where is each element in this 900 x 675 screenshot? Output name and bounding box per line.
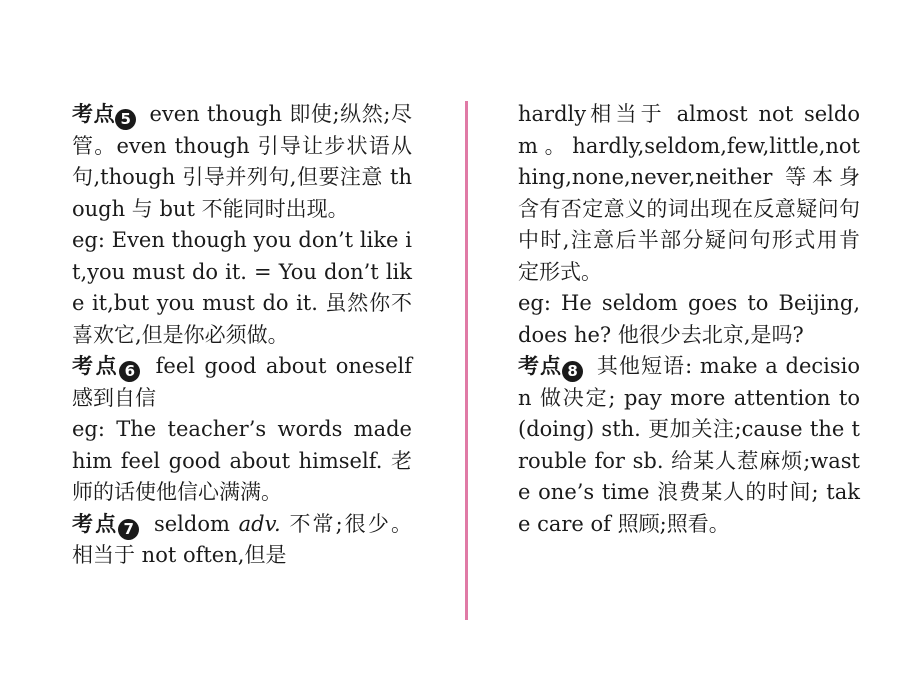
- kaodian-label: 考点: [518, 354, 563, 378]
- left-column: [72, 99, 412, 572]
- kaodian-5-text: even though 即使;纵然;尽管。even though 引导让步状语从句,though 引导并列句,但要注意 though 与 but 不能同时出现。: [72, 102, 412, 221]
- kaodian-label: 考点: [72, 511, 119, 536]
- kaodian-label: 考点: [72, 102, 116, 126]
- example-2: eg: The teacher’s words made him feel good about himself. 老师的话使他信心满满。: [72, 417, 412, 504]
- kaodian-7-text-b: 不常;很少。相当于 not often,但是: [72, 511, 412, 567]
- circled-number-7: 7: [118, 519, 139, 540]
- kaodian-7-paragraph: [72, 509, 412, 572]
- column-divider: [465, 101, 468, 620]
- kaodian-8-paragraph: [518, 351, 860, 540]
- circled-number-8: 8: [562, 361, 583, 382]
- circled-number-5: 5: [115, 109, 136, 130]
- kaodian-7-text-a: seldom: [145, 511, 239, 536]
- circled-number-6: 6: [119, 361, 140, 382]
- kaodian-8-text: 其他短语: make a decision 做决定; pay more attention to(doing) sth. 更加关注;cause the trouble for sb. 给某人惹麻烦;waste one’s time 浪费某人的时间; take care of 照顾;照看。: [518, 354, 860, 536]
- kaodian-7-continuation: hardly相当于 almost not seldom。hardly,seldom,few,little,nothing,none,never,neither 等本身含有否定意义的词出现在反意疑问句中时,注意后半部分疑问句形式用肯定形式。: [518, 102, 860, 284]
- kaodian-5-paragraph: [72, 99, 412, 225]
- part-of-speech: adv.: [238, 511, 281, 536]
- example-1: eg: Even though you don’t like it,you must do it. = You don’t like it,but you must do it. 虽然你不喜欢它,但是你必须做。: [72, 228, 412, 347]
- right-column: [518, 99, 860, 540]
- kaodian-6-text: feel good about oneself 感到自信: [72, 354, 413, 410]
- kaodian-6-paragraph: [72, 351, 412, 414]
- kaodian-label: 考点: [72, 354, 120, 378]
- example-3: eg: He seldom goes to Beijing, does he? 他很少去北京,是吗?: [518, 291, 860, 347]
